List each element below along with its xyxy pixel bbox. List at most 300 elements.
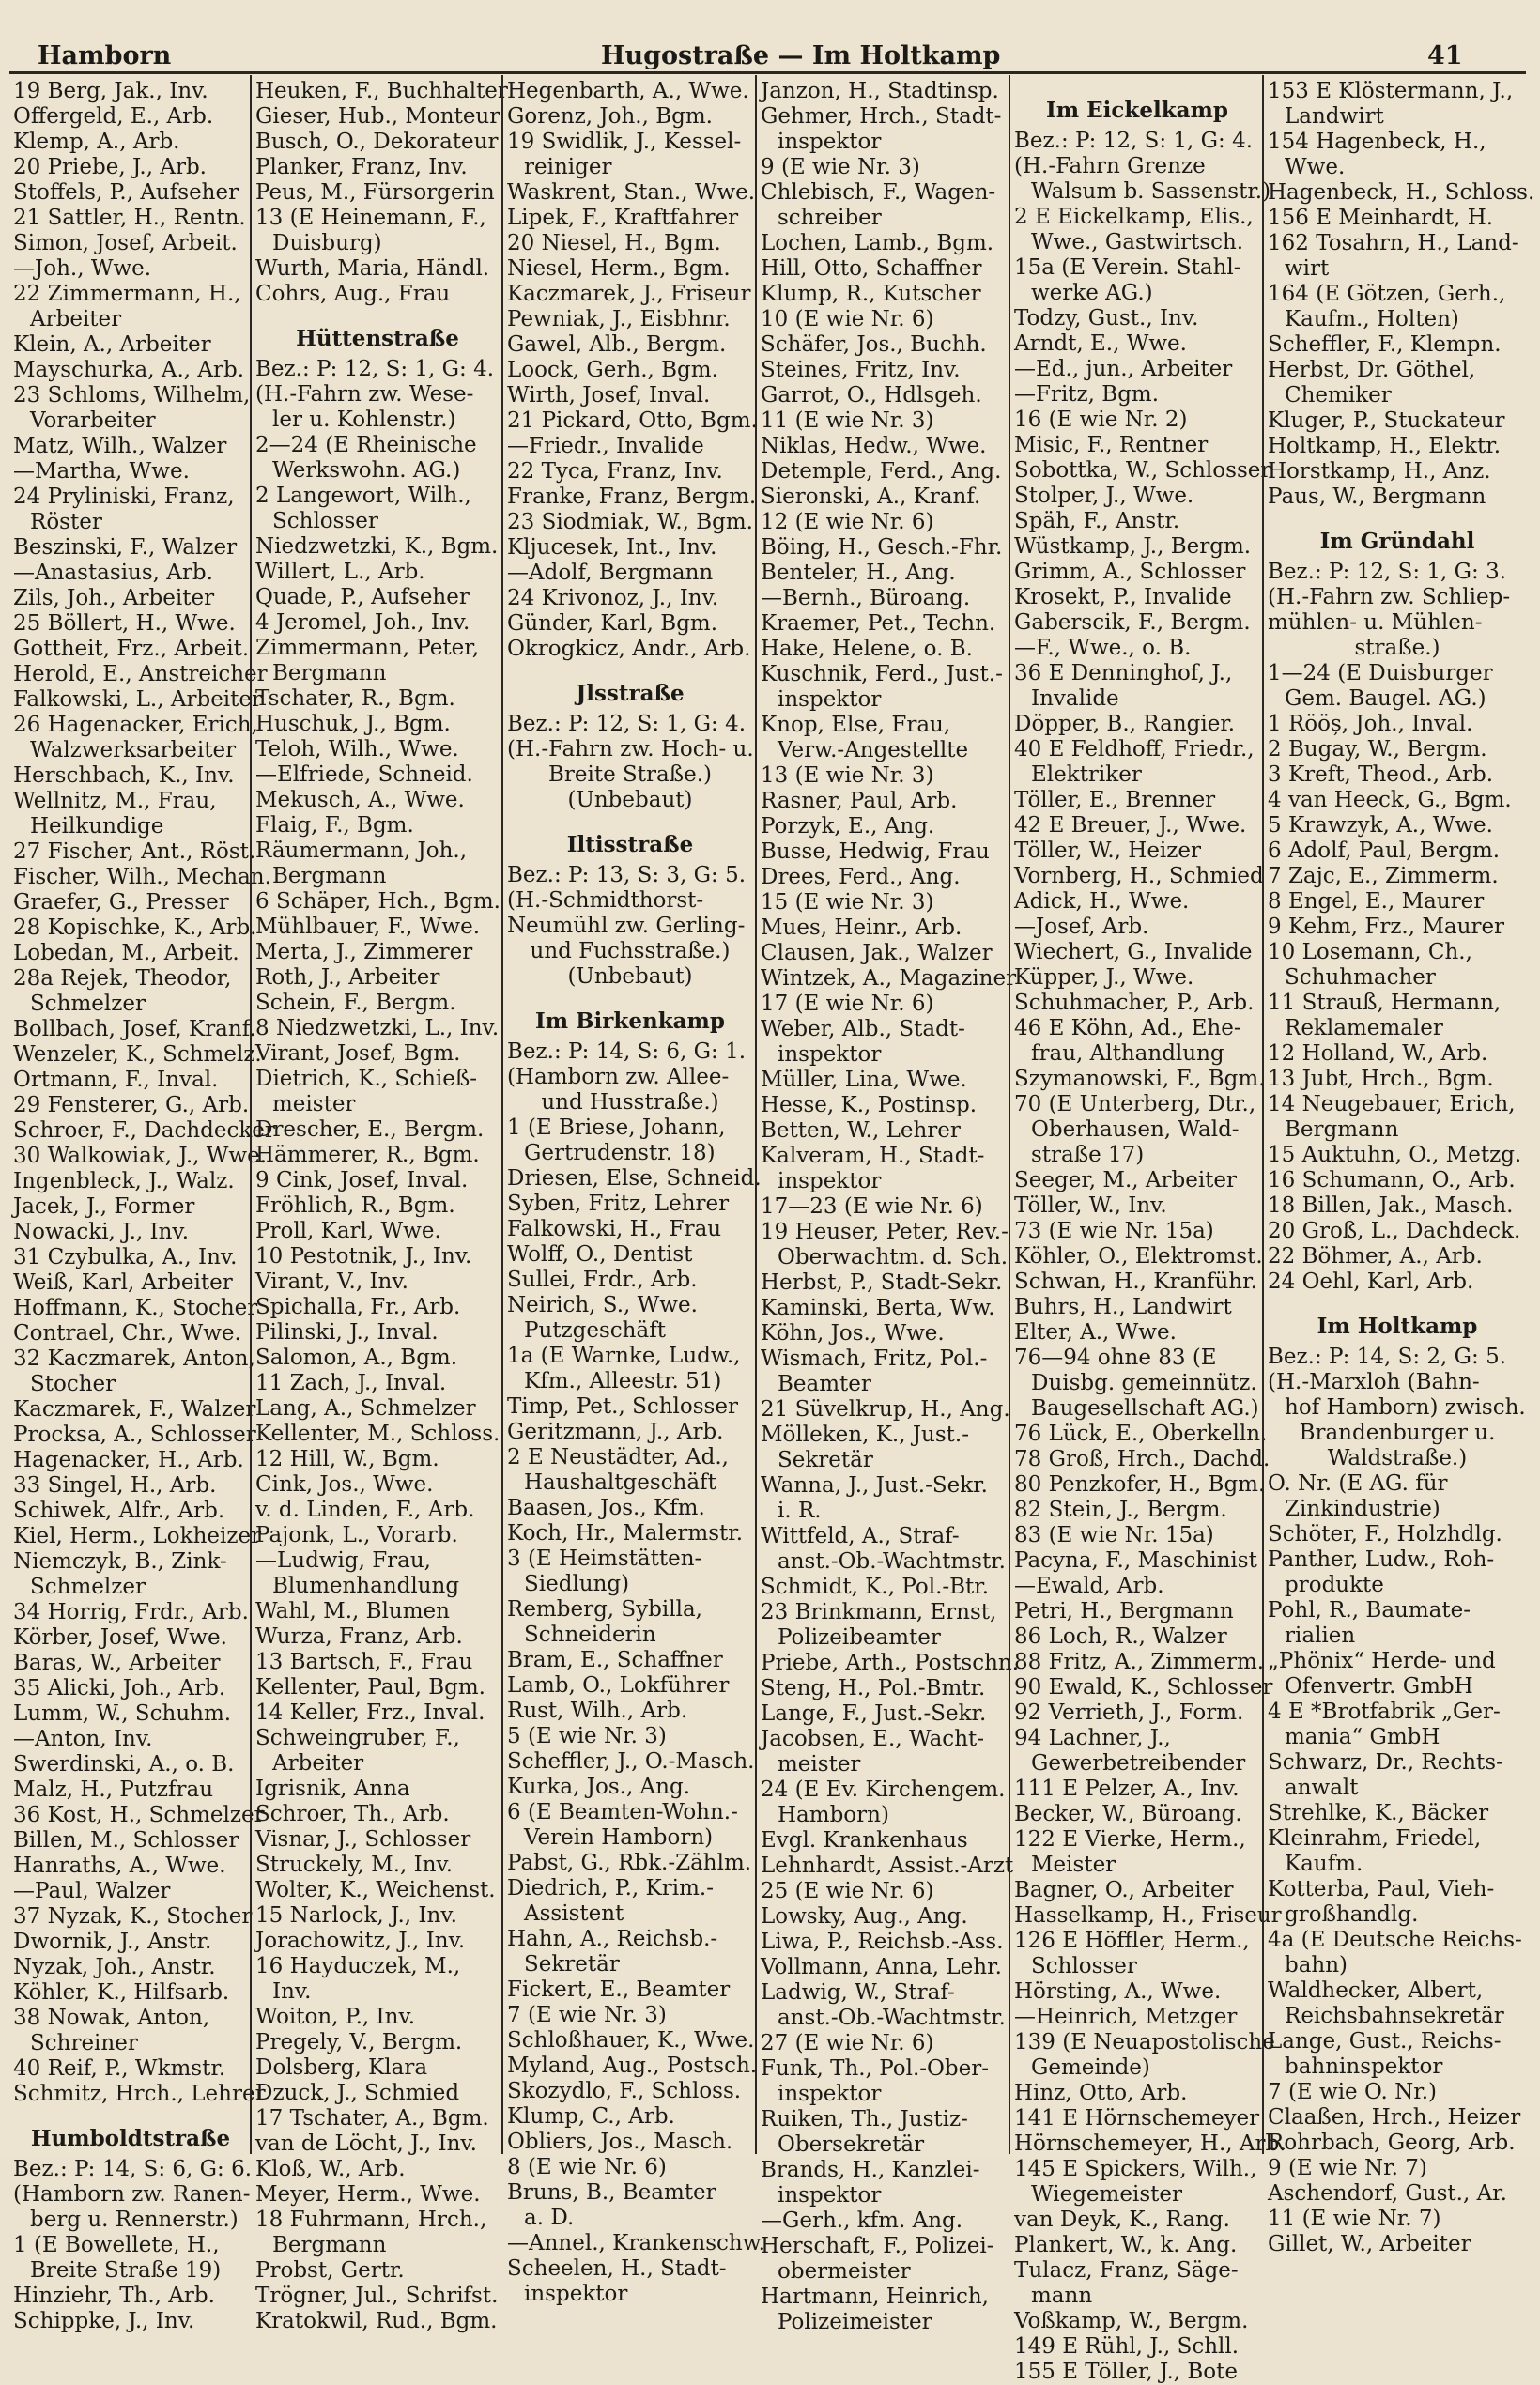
directory-column-3 bbox=[507, 79, 765, 2306]
directory-entry: Bergmann bbox=[272, 2233, 387, 2257]
directory-entry: produkte bbox=[1285, 1573, 1384, 1597]
directory-entry: Aschendorf, Gust., Ar. bbox=[1268, 2181, 1507, 2206]
directory-entry: 6 (E Beamten-Wohn.- bbox=[507, 1800, 738, 1824]
directory-entry: Bez.: P: 12, S: 1, G: 4. bbox=[1014, 129, 1254, 153]
directory-entry: straße.) bbox=[1354, 636, 1440, 660]
directory-entry: Schmelzer bbox=[30, 1575, 146, 1599]
directory-entry: 5 Krawzyk, A., Wwe. bbox=[1268, 813, 1493, 838]
directory-entry: a. D. bbox=[524, 2206, 575, 2230]
directory-entry: 17 Tschater, A., Bgm. bbox=[255, 2106, 489, 2131]
directory-entry: Blumenhandlung bbox=[272, 1574, 460, 1598]
directory-entry: Günder, Karl, Bgm. bbox=[507, 611, 718, 636]
directory-entry: Skozydlo, F., Schloss. bbox=[507, 2079, 742, 2103]
directory-entry: Kellenter, Paul, Bgm. bbox=[255, 1675, 485, 1700]
directory-entry: 12 Holland, W., Arb. bbox=[1268, 1041, 1488, 1066]
directory-entry: Porzyk, E., Ang. bbox=[761, 814, 935, 839]
directory-entry: „Phönix“ Herde- und bbox=[1268, 1649, 1496, 1673]
directory-entry: Huschuk, J., Bgm. bbox=[255, 712, 451, 736]
directory-entry: Cohrs, Aug., Frau bbox=[255, 282, 451, 306]
directory-entry: Töller, W., Inv. bbox=[1014, 1193, 1167, 1218]
directory-entry: 2 Bugay, W., Bergm. bbox=[1268, 737, 1487, 762]
directory-entry: Assistent bbox=[524, 1901, 624, 1926]
directory-entry: 24 Oehl, Karl, Arb. bbox=[1268, 1269, 1474, 1294]
directory-entry: 15a (E Verein. Stahl- bbox=[1014, 255, 1241, 280]
directory-entry: großhandlg. bbox=[1285, 1902, 1419, 1927]
directory-entry: Hasselkamp, H., Friseur bbox=[1014, 1903, 1282, 1928]
directory-entry: Pewniak, J., Eisbhnr. bbox=[507, 307, 731, 331]
directory-entry: und Fuchsstraße.) bbox=[530, 939, 731, 963]
directory-entry: 11 (E wie Nr. 7) bbox=[1268, 2207, 1441, 2231]
directory-entry: Bez.: P: 14, S: 6, G: 6. bbox=[13, 2157, 253, 2181]
directory-entry: Timp, Pet., Schlosser bbox=[507, 1394, 738, 1419]
directory-entry: Pohl, R., Baumate- bbox=[1268, 1598, 1471, 1623]
directory-entry: O. Nr. (E AG. für bbox=[1268, 1471, 1448, 1496]
directory-entry: 11 Strauß, Hermann, bbox=[1268, 991, 1502, 1015]
directory-entry: 16 (E wie Nr. 2) bbox=[1014, 408, 1188, 432]
directory-entry: Syben, Fritz, Lehrer bbox=[507, 1192, 730, 1216]
directory-entry: Hinziehr, Th., Arb. bbox=[13, 2284, 215, 2308]
directory-entry: 8 Niedzwetzki, L., Inv. bbox=[255, 1016, 500, 1040]
directory-entry: Hinz, Otto, Arb. bbox=[1014, 2081, 1188, 2105]
directory-entry: 1 (E Bowellete, H., bbox=[13, 2233, 220, 2257]
directory-entry: Herbst, P., Stadt-Sekr. bbox=[761, 1270, 1003, 1295]
directory-entry: Köhn, Jos., Wwe. bbox=[761, 1321, 945, 1346]
directory-entry: 21 Süvelkrup, H., Ang. bbox=[761, 1397, 1010, 1422]
directory-entry: —F., Wwe., o. B. bbox=[1014, 636, 1192, 660]
directory-entry: Inv. bbox=[272, 1979, 312, 2004]
directory-entry: Kaminski, Berta, Ww. bbox=[761, 1296, 995, 1320]
directory-entry: 4a (E Deutsche Reichs- bbox=[1268, 1928, 1522, 1952]
directory-entry: 38 Nowak, Anton, bbox=[13, 2006, 210, 2030]
directory-entry: —Bernh., Büroang. bbox=[761, 586, 971, 610]
directory-entry: meister bbox=[778, 1752, 861, 1777]
directory-entry: Willert, L., Arb. bbox=[255, 560, 425, 584]
directory-entry: Niesel, Herm., Bgm. bbox=[507, 256, 731, 281]
directory-entry: Janzon, H., Stadtinsp. bbox=[761, 79, 999, 103]
directory-entry: —Anton, Inv. bbox=[13, 1727, 153, 1751]
directory-entry: Lange, Gust., Reichs- bbox=[1268, 2029, 1502, 2054]
directory-entry: —Ludwig, Frau, bbox=[255, 1548, 431, 1573]
directory-entry: Sobottka, W., Schlosser bbox=[1014, 458, 1271, 483]
directory-entry: Fickert, E., Beamter bbox=[507, 1977, 731, 2002]
directory-entry: Schroer, F., Dachdecker bbox=[13, 1118, 275, 1143]
directory-entry: 19 Berg, Jak., Inv. bbox=[13, 79, 208, 103]
directory-entry: 14 Neugebauer, Erich, bbox=[1268, 1092, 1516, 1116]
directory-entry: Dzuck, J., Schmied bbox=[255, 2081, 460, 2105]
directory-entry: Schlosser bbox=[1031, 1954, 1137, 1978]
directory-entry: Wiegemeister bbox=[1031, 2182, 1182, 2207]
directory-entry: reiniger bbox=[524, 155, 612, 179]
directory-entry: 23 Schloms, Wilhelm, bbox=[13, 383, 251, 408]
directory-entry: Flaig, F., Bgm. bbox=[255, 813, 414, 838]
directory-entry: Gillet, W., Arbeiter bbox=[1268, 2232, 1471, 2256]
directory-entry: —Friedr., Invalide bbox=[507, 434, 704, 458]
directory-entry: 9 Kehm, Frz., Maurer bbox=[1268, 915, 1505, 939]
directory-entry: Drescher, E., Bergm. bbox=[255, 1117, 485, 1142]
directory-entry: Nyzak, Joh., Anstr. bbox=[13, 1955, 216, 1979]
directory-entry: Lehnhardt, Assist.-Arzt bbox=[761, 1854, 1014, 1878]
directory-entry: 24 Pryliniski, Franz, bbox=[13, 485, 235, 509]
directory-entry: 28a Rejek, Theodor, bbox=[13, 966, 232, 991]
directory-entry: 73 (E wie Nr. 15a) bbox=[1014, 1219, 1214, 1243]
directory-entry: Wahl, M., Blumen bbox=[255, 1599, 450, 1623]
directory-entry: Mayschurka, A., Arb. bbox=[13, 358, 245, 382]
directory-entry: Proll, Karl, Wwe. bbox=[255, 1219, 441, 1243]
directory-entry: 42 E Breuer, J., Wwe. bbox=[1014, 813, 1247, 838]
directory-entry: Funk, Th., Pol.-Ober- bbox=[761, 2056, 990, 2081]
directory-entry: Myland, Aug., Postsch. bbox=[507, 2054, 758, 2078]
directory-entry: 86 Loch, R., Walzer bbox=[1014, 1624, 1227, 1649]
directory-entry: Polizeimeister bbox=[778, 2310, 932, 2334]
directory-entry: inspektor bbox=[778, 130, 882, 154]
directory-entry: Hämmerer, R., Bgm. bbox=[255, 1143, 480, 1167]
directory-entry: inspektor bbox=[778, 2082, 882, 2106]
directory-entry: Hill, Otto, Schaffner bbox=[761, 256, 982, 281]
directory-entry: 20 Priebe, J., Arb. bbox=[13, 155, 207, 179]
directory-entry: Waldstraße.) bbox=[1327, 1446, 1468, 1470]
directory-entry: 19 Heuser, Peter, Rev.- bbox=[761, 1220, 1009, 1244]
directory-entry: Chemiker bbox=[1285, 383, 1392, 408]
directory-entry: Verein Hamborn) bbox=[524, 1825, 714, 1850]
directory-entry: Roth, J., Arbeiter bbox=[255, 965, 440, 990]
directory-entry: Schweingruber, F., bbox=[255, 1726, 460, 1750]
directory-entry: Dietrich, K., Schieß- bbox=[255, 1067, 477, 1091]
directory-entry: Grimm, A., Schlosser bbox=[1014, 560, 1246, 584]
directory-entry: Steng, H., Pol.-Bmtr. bbox=[761, 1676, 986, 1700]
directory-entry: Schreiner bbox=[30, 2031, 138, 2055]
directory-entry: ler u. Kohlenstr.) bbox=[272, 408, 456, 432]
directory-entry: Hörnschemeyer, H., Arb. bbox=[1014, 2131, 1286, 2156]
directory-entry: 33 Singel, H., Arb. bbox=[13, 1473, 217, 1498]
directory-entry: 23 Siodmiak, W., Bgm. bbox=[507, 510, 753, 534]
directory-entry: Polizeibeamter bbox=[778, 1625, 941, 1650]
directory-entry: Bergmann bbox=[272, 661, 387, 685]
directory-entry: 9 (E wie Nr. 3) bbox=[761, 155, 920, 179]
directory-entry: Falkowski, H., Frau bbox=[507, 1217, 722, 1241]
directory-entry: 111 E Pelzer, A., Inv. bbox=[1014, 1777, 1240, 1801]
directory-entry: Röster bbox=[30, 510, 102, 534]
directory-entry: 4 Jeromel, Joh., Inv. bbox=[255, 610, 470, 635]
directory-entry: Schneiderin bbox=[524, 1623, 656, 1647]
directory-entry: Wintzek, A., Magaziner bbox=[761, 966, 1017, 991]
directory-entry: Gieser, Hub., Monteur bbox=[255, 104, 500, 129]
directory-entry: 2 E Eickelkamp, Elis., bbox=[1014, 205, 1254, 229]
directory-entry: Walsum b. Sassenstr.) bbox=[1031, 179, 1271, 204]
directory-entry: Weber, Alb., Stadt- bbox=[761, 1017, 965, 1041]
directory-entry: 83 (E wie Nr. 15a) bbox=[1014, 1523, 1214, 1547]
directory-entry: Baugesellschaft AG.) bbox=[1031, 1396, 1259, 1421]
directory-entry: Okrogkicz, Andr., Arb. bbox=[507, 637, 751, 661]
directory-entry: Verw.-Angestellte bbox=[778, 738, 969, 762]
page-header bbox=[0, 21, 1540, 68]
directory-entry: Probst, Gertr. bbox=[255, 2258, 405, 2283]
directory-entry: 6 Schäper, Hch., Bgm. bbox=[255, 889, 500, 914]
directory-entry: Sullei, Frdr., Arb. bbox=[507, 1268, 698, 1292]
directory-entry: Detemple, Ferd., Ang. bbox=[761, 459, 1002, 484]
directory-entry: Pabst, G., Rbk.-Zählm. bbox=[507, 1851, 752, 1875]
directory-entry: Kellenter, M., Schloss. bbox=[255, 1422, 500, 1446]
directory-entry: 13 Bartsch, F., Frau bbox=[255, 1650, 473, 1674]
directory-column-6 bbox=[1268, 79, 1535, 2256]
directory-entry: Ortmann, F., Inval. bbox=[13, 1068, 219, 1092]
directory-entry: —Adolf, Bergmann bbox=[507, 561, 714, 585]
directory-entry: —Ewald, Arb. bbox=[1014, 1574, 1164, 1598]
directory-entry: Clausen, Jak., Walzer bbox=[761, 941, 993, 965]
directory-entry: inspektor bbox=[778, 1042, 882, 1067]
directory-entry: Graefer, G., Presser bbox=[13, 890, 229, 915]
directory-entry: Nowacki, J., Inv. bbox=[13, 1220, 190, 1244]
directory-entry: Körber, Josef, Wwe. bbox=[13, 1625, 227, 1650]
directory-entry: anst.-Ob.-Wachtmstr. bbox=[778, 2006, 1006, 2030]
directory-entry: Neumühl zw. Gerling- bbox=[507, 914, 746, 938]
directory-entry: Struckely, M., Inv. bbox=[255, 1853, 454, 1877]
directory-entry: v. d. Linden, F., Arb. bbox=[255, 1498, 475, 1522]
directory-entry: Wwe., Gastwirtsch. bbox=[1031, 230, 1244, 254]
directory-entry: (Hamborn zw. Ranen- bbox=[13, 2182, 251, 2207]
directory-entry: Ladwig, W., Straf- bbox=[761, 1980, 955, 2005]
street-heading: Im Holtkamp bbox=[1317, 1314, 1478, 1339]
directory-entry: Schuhmacher bbox=[1285, 965, 1436, 990]
directory-entry: Dwornik, J., Anstr. bbox=[13, 1930, 212, 1954]
directory-entry: Heuken, F., Buchhalter bbox=[255, 79, 508, 103]
directory-entry: Buhrs, H., Landwirt bbox=[1014, 1295, 1232, 1319]
directory-entry: 37 Nyzak, K., Stocher bbox=[13, 1904, 253, 1929]
directory-entry: Quade, P., Aufseher bbox=[255, 585, 470, 609]
directory-entry: Pajonk, L., Vorarb. bbox=[255, 1523, 458, 1547]
directory-entry: Bergmann bbox=[1285, 1117, 1399, 1142]
directory-entry: Weiß, Karl, Arbeiter bbox=[13, 1270, 233, 1295]
directory-entry: Schein, F., Bergm. bbox=[255, 991, 456, 1015]
directory-entry: Pacyna, F., Maschinist bbox=[1014, 1548, 1257, 1573]
directory-entry: Niedzwetzki, K., Bgm. bbox=[255, 534, 499, 559]
directory-entry: Scheelen, H., Stadt- bbox=[507, 2256, 727, 2281]
directory-entry: Baras, W., Arbeiter bbox=[13, 1651, 221, 1675]
directory-entry: Wanna, J., Just.-Sekr. bbox=[761, 1473, 988, 1498]
directory-entry: 3 (E Heimstätten- bbox=[507, 1546, 702, 1571]
directory-entry: —Gerh., kfm. Ang. bbox=[761, 2208, 963, 2233]
directory-entry: Schlosser bbox=[272, 509, 378, 533]
directory-entry: 154 Hagenbeck, H., bbox=[1268, 130, 1486, 154]
directory-entry: Gertrudenstr. 18) bbox=[524, 1141, 716, 1165]
directory-column-2 bbox=[255, 79, 508, 2333]
directory-entry: Lumm, W., Schuhm. bbox=[13, 1701, 232, 1726]
directory-entry: Virant, Josef, Bgm. bbox=[255, 1041, 461, 1066]
directory-entry: Lang, A., Schmelzer bbox=[255, 1396, 476, 1421]
directory-entry: Walzwerksarbeiter bbox=[30, 738, 237, 762]
directory-entry: 88 Fritz, A., Zimmerm. bbox=[1014, 1650, 1265, 1674]
directory-entry: Kiel, Herm., Lokheizer bbox=[13, 1524, 262, 1548]
directory-entry: Duisbg. gemeinnütz. bbox=[1031, 1371, 1257, 1395]
directory-entry: Herold, E., Anstreicher bbox=[13, 662, 268, 686]
directory-entry: Obliers, Jos., Masch. bbox=[507, 2130, 733, 2154]
directory-entry: Szymanowski, F., Bgm. bbox=[1014, 1067, 1266, 1091]
directory-entry: 8 Engel, E., Maurer bbox=[1268, 889, 1485, 914]
directory-entry: 141 E Hörnschemeyer bbox=[1014, 2106, 1260, 2131]
directory-entry: 12 Hill, W., Bgm. bbox=[255, 1447, 439, 1471]
directory-entry: 9 Cink, Josef, Inval. bbox=[255, 1168, 469, 1192]
directory-entry: Bez.: P: 14, S: 6, G: 1. bbox=[507, 1039, 747, 1064]
directory-entry: 4 E *Brotfabrik „Ger- bbox=[1268, 1700, 1501, 1724]
directory-entry: 25 (E wie Nr. 6) bbox=[761, 1879, 934, 1903]
directory-entry: 82 Stein, J., Bergm. bbox=[1014, 1498, 1227, 1522]
directory-entry: Landwirt bbox=[1285, 104, 1384, 129]
directory-entry: 15 Narlock, J., Inv. bbox=[255, 1903, 457, 1928]
directory-entry: 145 E Spickers, Wilh., bbox=[1014, 2157, 1257, 2181]
directory-entry: Reichsbahnsekretär bbox=[1285, 2004, 1504, 2028]
directory-entry: inspektor bbox=[778, 687, 882, 712]
directory-entry: 36 Kost, H., Schmelzer bbox=[13, 1803, 265, 1827]
directory-entry: und Husstraße.) bbox=[541, 1090, 719, 1115]
directory-entry: Putzgeschäft bbox=[524, 1318, 666, 1343]
directory-entry: Hahn, A., Reichsb.- bbox=[507, 1927, 718, 1951]
directory-entry: 19 Swidlik, J., Kessel- bbox=[507, 130, 742, 154]
directory-entry: Billen, M., Schlosser bbox=[13, 1828, 239, 1853]
directory-entry: 9 (E wie Nr. 7) bbox=[1268, 2156, 1427, 2180]
directory-entry: Müller, Lina, Wwe. bbox=[761, 1068, 967, 1092]
directory-entry: Schmelzer bbox=[30, 992, 146, 1016]
directory-entry: Bez.: P: 12, S: 1, G: 4. bbox=[507, 712, 747, 736]
directory-entry: Spichalla, Fr., Arb. bbox=[255, 1295, 461, 1319]
directory-entry: 16 Hayduczek, M., bbox=[255, 1954, 461, 1978]
directory-entry: 20 Niesel, H., Bgm. bbox=[507, 231, 721, 255]
directory-entry: Bram, E., Schaffner bbox=[507, 1648, 723, 1672]
directory-entry: Wüstkamp, J., Bergm. bbox=[1014, 534, 1252, 559]
directory-entry: Lamb, O., Lokführer bbox=[507, 1673, 730, 1698]
directory-entry: Horstkamp, H., Anz. bbox=[1268, 459, 1491, 484]
directory-entry: 1a (E Warnke, Ludw., bbox=[507, 1344, 741, 1368]
directory-entry: Mekusch, A., Wwe. bbox=[255, 788, 465, 812]
column-divider bbox=[1009, 75, 1010, 2154]
directory-entry: (H.-Fahrn zw. Wese- bbox=[255, 382, 474, 407]
directory-entry: Mölleken, K., Just.- bbox=[761, 1423, 969, 1447]
directory-entry: Schöter, F., Holzhdlg. bbox=[1268, 1522, 1502, 1546]
directory-entry: Hegenbarth, A., Wwe. bbox=[507, 79, 749, 103]
directory-entry: Salomon, A., Bgm. bbox=[255, 1346, 458, 1370]
directory-entry: Kotterba, Paul, Vieh- bbox=[1268, 1877, 1495, 1901]
directory-entry: Strehlke, K., Bäcker bbox=[1268, 1801, 1489, 1825]
directory-entry: 126 E Höffler, Herm., bbox=[1014, 1929, 1250, 1953]
directory-entry: 153 E Klöstermann, J., bbox=[1268, 79, 1514, 103]
directory-entry: Reklamemaler bbox=[1285, 1016, 1443, 1040]
directory-entry: Gawel, Alb., Bergm. bbox=[507, 332, 727, 357]
directory-entry: Hartmann, Heinrich, bbox=[761, 2285, 989, 2309]
directory-entry: Wurth, Maria, Händl. bbox=[255, 256, 490, 281]
directory-entry: 11 (E wie Nr. 3) bbox=[761, 408, 934, 433]
header-rule bbox=[9, 71, 1526, 74]
directory-entry: schreiber bbox=[778, 206, 882, 230]
directory-entry: Neirich, S., Wwe. bbox=[507, 1293, 698, 1317]
directory-entry: Ruiken, Th., Justiz- bbox=[761, 2107, 968, 2131]
directory-entry: 2 E Neustädter, Ad., bbox=[507, 1445, 729, 1469]
directory-entry: Sekretär bbox=[778, 1448, 873, 1472]
directory-entry: Knop, Else, Frau, bbox=[761, 713, 951, 737]
directory-entry: —Joh., Wwe. bbox=[13, 256, 152, 281]
directory-entry: Rohrbach, Georg, Arb. bbox=[1268, 2131, 1516, 2155]
directory-entry: Zils, Joh., Arbeiter bbox=[13, 586, 215, 610]
directory-entry: Küpper, J., Wwe. bbox=[1014, 965, 1194, 990]
directory-entry: Schmidt, K., Pol.-Btr. bbox=[761, 1575, 990, 1599]
directory-entry: Becker, W., Büroang. bbox=[1014, 1802, 1242, 1826]
directory-entry: Chlebisch, F., Wagen- bbox=[761, 180, 996, 205]
directory-entry: 10 (E wie Nr. 6) bbox=[761, 307, 934, 331]
directory-entry: 27 Fischer, Ant., Röst. bbox=[13, 839, 256, 864]
directory-entry: Bergmann bbox=[272, 864, 387, 888]
directory-entry: Matz, Wilh., Walzer bbox=[13, 434, 227, 458]
directory-entry: Procksa, A., Schlosser bbox=[13, 1423, 256, 1447]
directory-entry: Bez.: P: 13, S: 3, G: 5. bbox=[507, 863, 747, 887]
directory-entry: Hoffmann, K., Stocher bbox=[13, 1296, 258, 1320]
directory-entry: Kratokwil, Rud., Bgm. bbox=[255, 2309, 498, 2333]
directory-entry: Töller, W., Heizer bbox=[1014, 839, 1202, 863]
directory-entry: Falkowski, L., Arbeiter bbox=[13, 687, 263, 712]
street-heading: Im Eickelkamp bbox=[1046, 98, 1228, 123]
directory-entry: 16 Schumann, O., Arb. bbox=[1268, 1168, 1516, 1192]
directory-entry: Plankert, W., k. Ang. bbox=[1014, 2233, 1238, 2257]
directory-entry: Wiechert, G., Invalide bbox=[1014, 940, 1253, 964]
directory-entry: Rasner, Paul, Arb. bbox=[761, 789, 958, 813]
directory-entry: Koch, Hr., Malermstr. bbox=[507, 1521, 744, 1546]
directory-entry: 28 Kopischke, K., Arb. bbox=[13, 916, 257, 940]
directory-entry: 7 Zajc, E., Zimmerm. bbox=[1268, 864, 1499, 888]
directory-entry: —Martha, Wwe. bbox=[13, 459, 190, 484]
directory-entry: Wwe. bbox=[1285, 155, 1346, 179]
directory-entry: bahninspektor bbox=[1285, 2054, 1443, 2079]
directory-entry: 22 Tyca, Franz, Inv. bbox=[507, 459, 723, 484]
directory-entry: 3 Kreft, Theod., Arb. bbox=[1268, 762, 1494, 787]
directory-entry: Cink, Jos., Wwe. bbox=[255, 1472, 434, 1497]
directory-entry: 17—23 (E wie Nr. 6) bbox=[761, 1194, 983, 1219]
directory-entry: 8 (E wie Nr. 6) bbox=[507, 2155, 667, 2179]
header-locality: Hamborn bbox=[38, 41, 172, 70]
directory-entry: Haushaltgeschäft bbox=[524, 1470, 716, 1495]
directory-entry: wirt bbox=[1285, 256, 1330, 281]
header-street-range: Hugostraße — Im Holtkamp bbox=[601, 41, 1001, 70]
directory-entry: Kluger, P., Stuckateur bbox=[1268, 408, 1505, 433]
directory-entry: Heilkundige bbox=[30, 814, 164, 839]
directory-column-4 bbox=[761, 79, 1020, 2334]
directory-entry: Klein, A., Arbeiter bbox=[13, 332, 211, 357]
directory-entry: Schäfer, Jos., Buchh. bbox=[761, 332, 987, 357]
directory-entry: (H.-Schmidthorst- bbox=[507, 888, 704, 913]
directory-entry: Kaufm., Holten) bbox=[1285, 307, 1459, 331]
directory-entry: Fröhlich, R., Bgm. bbox=[255, 1193, 455, 1218]
directory-entry: (Unbebaut) bbox=[567, 788, 693, 812]
directory-entry: Merta, J., Zimmerer bbox=[255, 940, 473, 964]
directory-entry: Krosekt, P., Invalide bbox=[1014, 585, 1232, 609]
directory-entry: Mühlbauer, F., Wwe. bbox=[255, 915, 481, 939]
directory-entry: 15 (E wie Nr. 3) bbox=[761, 890, 934, 915]
directory-entry: Döpper, B., Rangier. bbox=[1014, 712, 1236, 736]
directory-entry: 2—24 (E Rheinische bbox=[255, 433, 477, 457]
directory-entry: Breite Straße.) bbox=[548, 762, 712, 787]
directory-entry: 40 E Feldhoff, Friedr., bbox=[1014, 737, 1255, 762]
directory-entry: 92 Verrieth, J., Form. bbox=[1014, 1700, 1244, 1725]
directory-entry: 24 Krivonoz, J., Inv. bbox=[507, 586, 719, 610]
directory-entry: 20 Groß, L., Dachdeck. bbox=[1268, 1219, 1521, 1243]
directory-entry: frau, Althandlung bbox=[1031, 1041, 1224, 1066]
directory-entry: Oberwachtm. d. Sch. bbox=[778, 1245, 1009, 1269]
directory-entry: Visnar, J., Schlosser bbox=[255, 1827, 471, 1852]
directory-entry: berg u. Rennerstr.) bbox=[30, 2208, 239, 2232]
street-heading: Im Gründahl bbox=[1319, 529, 1475, 554]
directory-entry: Seeger, M., Arbeiter bbox=[1014, 1168, 1238, 1192]
column-divider bbox=[1262, 75, 1264, 2154]
directory-entry: 1 Rööș, Joh., Inval. bbox=[1268, 712, 1473, 736]
directory-entry: straße 17) bbox=[1031, 1143, 1145, 1167]
directory-entry: 22 Zimmermann, H., bbox=[13, 282, 241, 306]
directory-entry: Scheffler, F., Klempn. bbox=[1268, 332, 1502, 357]
directory-entry: inspektor bbox=[524, 2282, 628, 2306]
